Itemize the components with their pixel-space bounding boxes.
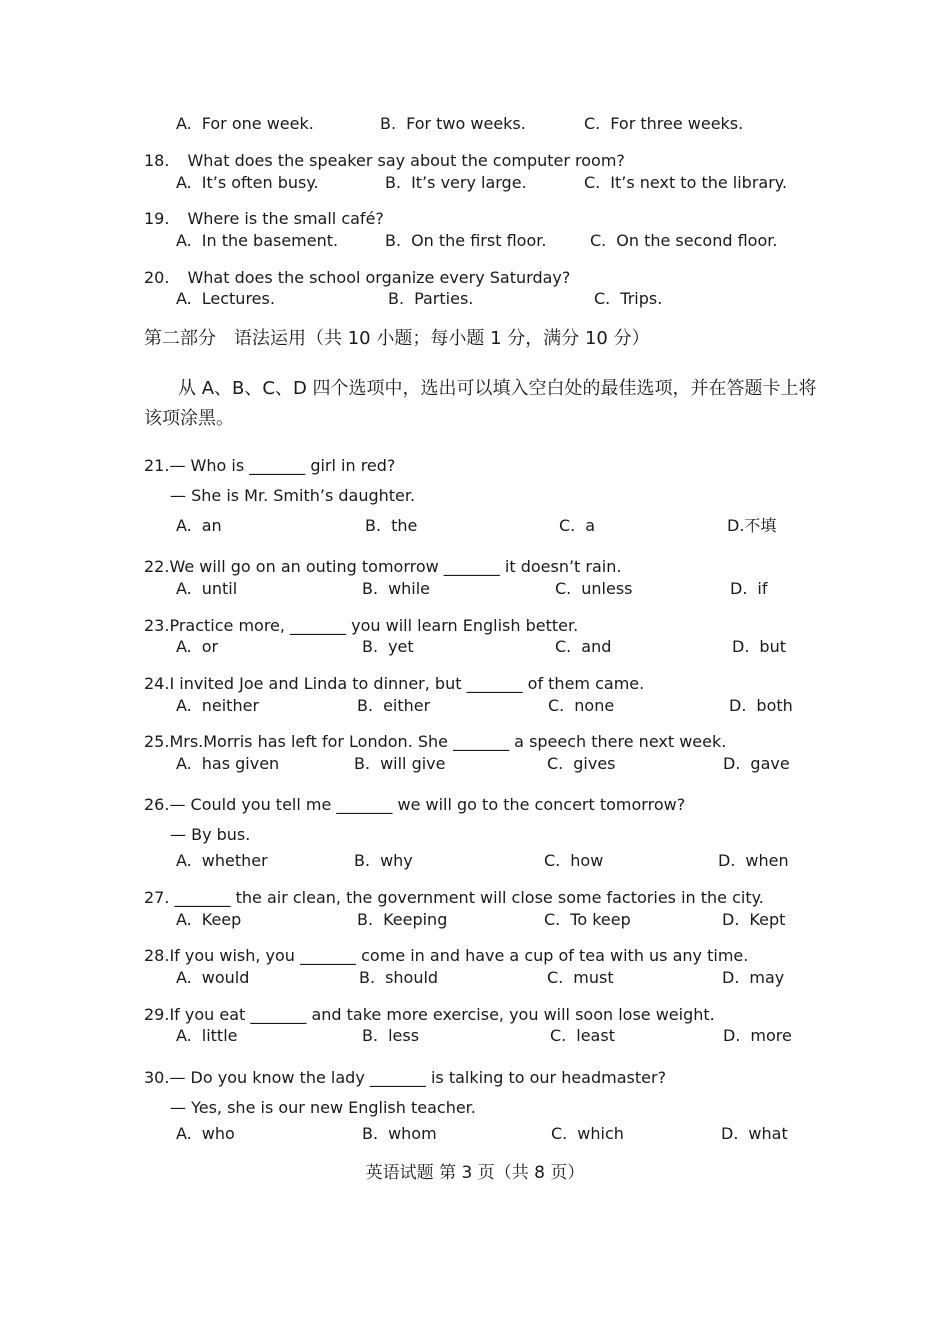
q22-option-c: C. unless — [555, 579, 633, 598]
q21-option-c: C. a — [559, 516, 596, 535]
q17-option-c: C. For three weeks. — [584, 114, 744, 133]
q26-option-b: B. why — [354, 851, 413, 870]
instructions-line1: 从 A、B、C、D 四个选项中，选出可以填入空白处的最佳选项，并在答题卡上将 — [178, 378, 817, 399]
q24-option-c: C. none — [548, 696, 615, 715]
question-20: 20. What does the school organize every Saturday? — [144, 268, 571, 287]
q21-option-d: D.不填 — [727, 516, 777, 535]
q23-option-d: D. but — [732, 637, 786, 656]
question-28: 28.If you wish, you _______ come in and have a cup of tea with us any time. — [144, 946, 749, 965]
q28-option-a: A. would — [176, 968, 250, 987]
q25-option-b: B. will give — [354, 754, 446, 773]
q29-option-c: C. least — [550, 1026, 615, 1045]
question-23: 23.Practice more, _______ you will learn English better. — [144, 616, 579, 635]
q27-option-c: C. To keep — [544, 910, 631, 929]
q28-option-c: C. must — [547, 968, 614, 987]
q24-option-a: A. neither — [176, 696, 260, 715]
q27-option-b: B. Keeping — [357, 910, 448, 929]
q26-option-c: C. how — [544, 851, 604, 870]
q17-option-b: B. For two weeks. — [380, 114, 526, 133]
question-24: 24.I invited Joe and Linda to dinner, but _______ of them came. — [144, 674, 645, 693]
q24-option-b: B. either — [357, 696, 431, 715]
q29-option-b: B. less — [362, 1026, 420, 1045]
q22-option-d: D. if — [730, 579, 768, 598]
q17-option-a: A. For one week. — [176, 114, 314, 133]
q30-option-d: D. what — [721, 1124, 788, 1143]
q28-option-b: B. should — [359, 968, 439, 987]
section2-title: 第二部分 语法运用（共 10 小题；每小题 1 分，满分 10 分） — [144, 328, 650, 349]
question-30-reply: — Yes, she is our new English teacher. — [170, 1098, 476, 1117]
q23-option-a: A. or — [176, 637, 219, 656]
question-21: 21.— Who is _______ girl in red? — [144, 456, 396, 475]
question-18: 18. What does the speaker say about the computer room? — [144, 151, 625, 170]
q27-option-d: D. Kept — [722, 910, 786, 929]
q28-option-d: D. may — [722, 968, 785, 987]
q30-option-c: C. which — [551, 1124, 624, 1143]
q30-option-a: A. who — [176, 1124, 235, 1143]
question-25: 25.Mrs.Morris has left for London. She _______ a speech there next week. — [144, 732, 727, 751]
q27-option-a: A. Keep — [176, 910, 242, 929]
question-26-reply: — By bus. — [170, 825, 251, 844]
q19-option-b: B. On the first floor. — [385, 231, 547, 250]
q29-option-d: D. more — [723, 1026, 792, 1045]
q25-option-d: D. gave — [723, 754, 790, 773]
q25-option-c: C. gives — [547, 754, 616, 773]
q20-option-c: C. Trips. — [594, 289, 663, 308]
question-29: 29.If you eat _______ and take more exercise, you will soon lose weight. — [144, 1005, 715, 1024]
q29-option-a: A. little — [176, 1026, 238, 1045]
q18-option-c: C. It’s next to the library. — [584, 173, 788, 192]
q18-option-b: B. It’s very large. — [385, 173, 527, 192]
q23-option-b: B. yet — [362, 637, 414, 656]
q20-option-b: B. Parties. — [388, 289, 474, 308]
q19-option-c: C. On the second floor. — [590, 231, 778, 250]
q30-option-b: B. whom — [362, 1124, 437, 1143]
q24-option-d: D. both — [729, 696, 793, 715]
q18-option-a: A. It’s often busy. — [176, 173, 319, 192]
q26-option-d: D. when — [718, 851, 789, 870]
question-21-reply: — She is Mr. Smith’s daughter. — [170, 486, 416, 505]
question-26: 26.— Could you tell me _______ we will go to the concert tomorrow? — [144, 795, 686, 814]
q21-option-b: B. the — [365, 516, 418, 535]
question-30: 30.— Do you know the lady _______ is talking to our headmaster? — [144, 1068, 667, 1087]
q22-option-a: A. until — [176, 579, 238, 598]
q22-option-b: B. while — [362, 579, 431, 598]
q21-option-a: A. an — [176, 516, 222, 535]
q25-option-a: A. has given — [176, 754, 280, 773]
q19-option-a: A. In the basement. — [176, 231, 339, 250]
q23-option-c: C. and — [555, 637, 612, 656]
q26-option-a: A. whether — [176, 851, 268, 870]
question-27: 27. _______ the air clean, the government will close some factories in the city. — [144, 888, 764, 907]
instructions-line2: 该项涂黑。 — [144, 408, 234, 429]
question-22: 22.We will go on an outing tomorrow _______ it doesn’t rain. — [144, 557, 622, 576]
q20-option-a: A. Lectures. — [176, 289, 275, 308]
question-19: 19. Where is the small café? — [144, 209, 384, 228]
page-footer: 英语试题 第 3 页（共 8 页） — [365, 1163, 585, 1183]
